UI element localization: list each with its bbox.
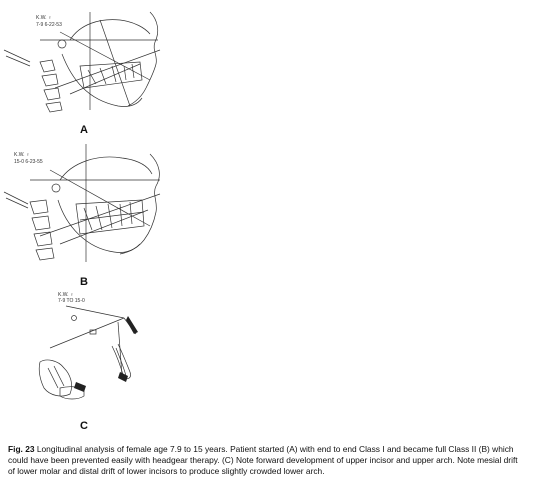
panel-a-annotation-line-1: K.W. ♀ xyxy=(36,15,52,21)
panel-c-annotation-line-2: 7-9 TO 15-0 xyxy=(58,298,85,304)
figure-panel-a xyxy=(0,10,175,122)
panel-label-c: C xyxy=(80,420,88,432)
figure-panel-c xyxy=(0,288,175,418)
panel-c-annotation-line-1: K.W. ♀ xyxy=(58,292,74,298)
cephalometric-tracing-a xyxy=(0,10,175,122)
figure-panel-b xyxy=(0,140,175,270)
panel-label-a: A xyxy=(80,124,88,136)
figure-caption xyxy=(8,444,526,477)
panel-b-annotation-line-1: K.W. ♀ xyxy=(14,152,30,158)
panel-b-annotation-line-2: 15-0 6-23-55 xyxy=(14,159,43,165)
panel-label-b: B xyxy=(80,276,88,288)
panel-a-annotation-line-2: 7-9 6-22-53 xyxy=(36,22,62,28)
superimposition-tracing-c xyxy=(0,288,175,418)
caption-text: Longitudinal analysis of female age 7.9 to 15 years. Patient started (A) with end to end Class I and became full Class II (B) which could have been prevented easily with headgear therapy. (C) Note forward development of upper incisor and upper arch. Note mesial drift of lower molar and distal drift of lower incisors to produce slightly crowded lower arch. xyxy=(8,444,518,476)
figure-number: Fig. 23 xyxy=(8,444,35,454)
cephalometric-tracing-b xyxy=(0,140,175,270)
